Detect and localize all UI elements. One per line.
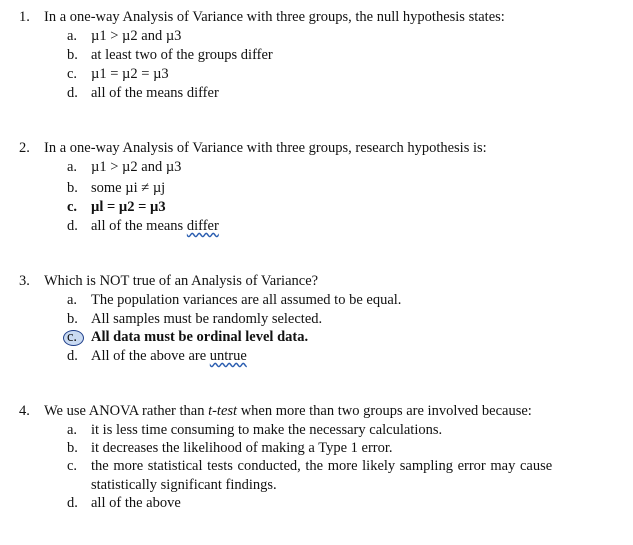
question-text: In a one-way Analysis of Variance with three groups, research hypothesis is: <box>44 140 487 156</box>
question-text: Which is NOT true of an Analysis of Variance? <box>44 273 319 289</box>
option-text: it decreases the likelihood of making a Type 1 error. <box>91 440 393 456</box>
option-text-part: all of the means <box>91 218 187 234</box>
question-text <box>44 403 532 420</box>
option-text: All samples must be randomly selected. <box>91 311 323 327</box>
option-letter: a. <box>67 422 78 438</box>
option-letter: b. <box>67 47 78 63</box>
question-number: 2. <box>19 140 30 156</box>
option-text: all of the means differ <box>91 85 219 101</box>
option-text-answer: All data must be ordinal level data. <box>91 329 309 345</box>
option-text <box>91 348 247 365</box>
question-text: In a one-way Analysis of Variance with three groups, the null hypothesis states: <box>44 9 505 25</box>
question-number: 3. <box>19 273 30 289</box>
option-text-answer: µl = µ2 = µ3 <box>91 199 166 215</box>
question-text-part: We use ANOVA rather than <box>44 403 209 419</box>
option-letter: c. <box>67 199 78 215</box>
option-text: it is less time consuming to make the necessary calculations. <box>91 422 443 438</box>
question-text-part: when more than two groups are involved because: <box>237 403 532 419</box>
option-text: The population variances are all assumed to be equal. <box>91 292 402 308</box>
option-letter: a. <box>67 28 78 44</box>
option-letter: c. <box>67 458 78 474</box>
option-letter: a. <box>67 159 78 175</box>
option-text: µ1 > µ2 and µ3 <box>91 159 182 175</box>
option-letter: b. <box>67 311 78 327</box>
option-text: µ1 = µ2 = µ3 <box>91 66 169 82</box>
option-letter: d. <box>67 348 78 364</box>
option-text-continued: statistically significant findings. <box>91 477 277 493</box>
question-number: 4. <box>19 403 30 419</box>
option-text <box>91 218 219 235</box>
spellcheck-underlined-word: differ <box>186 218 219 234</box>
option-text-part: All of the above are <box>91 348 210 364</box>
question-text-italic: t-test <box>208 403 238 419</box>
option-letter: c. <box>67 329 78 345</box>
option-text: some µi ≠ µj <box>91 180 166 196</box>
option-text: µ1 > µ2 and µ3 <box>91 28 182 44</box>
option-letter: c. <box>67 66 78 82</box>
option-letter: b. <box>67 180 78 196</box>
option-letter: d. <box>67 85 78 101</box>
option-letter: d. <box>67 495 78 511</box>
option-text: all of the above <box>91 495 181 511</box>
spellcheck-underlined-word: untrue <box>209 348 247 364</box>
question-number: 1. <box>19 9 30 25</box>
option-text: at least two of the groups differ <box>91 47 273 63</box>
option-letter: b. <box>67 440 78 456</box>
option-letter: d. <box>67 218 78 234</box>
option-text: the more statistical tests conducted, the more likely sampling error may cause <box>91 458 553 474</box>
option-letter: a. <box>67 292 78 308</box>
